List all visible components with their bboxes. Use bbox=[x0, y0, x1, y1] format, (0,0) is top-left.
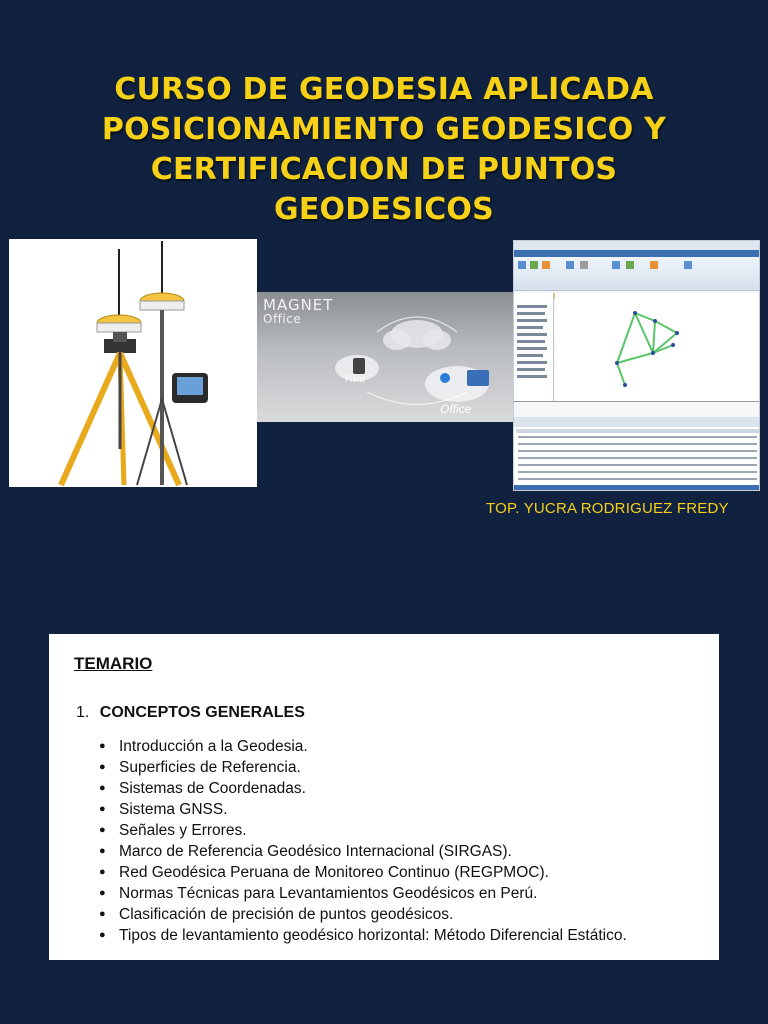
list-item-text: Sistemas de Coordenadas. bbox=[119, 780, 306, 797]
list-item bbox=[99, 757, 627, 778]
list-item-text: Sistema GNSS. bbox=[119, 801, 228, 818]
bullet-icon: ● bbox=[99, 761, 106, 773]
section-number: 1. bbox=[76, 704, 90, 721]
list-item-text: Introducción a la Geodesia. bbox=[119, 738, 308, 755]
course-title bbox=[20, 70, 748, 230]
cloud-sync-illustration bbox=[257, 292, 513, 422]
title-line: CURSO DE GEODESIA APLICADA bbox=[114, 72, 654, 107]
software-points-table bbox=[514, 427, 759, 485]
title-line: CERTIFICACION DE PUNTOS bbox=[150, 152, 618, 187]
software-menubar bbox=[514, 250, 759, 257]
list-item bbox=[99, 736, 627, 757]
software-map-view bbox=[555, 293, 760, 413]
table-rows bbox=[514, 427, 760, 485]
list-item bbox=[99, 841, 627, 862]
gnss-tripod-illustration bbox=[9, 239, 257, 487]
software-tree-panel bbox=[514, 293, 554, 413]
bullet-icon: ● bbox=[99, 740, 106, 752]
magnet-logo-text: MAGNET bbox=[263, 296, 334, 314]
magnet-office-label: Office bbox=[440, 402, 472, 416]
magnet-software-screenshot bbox=[513, 240, 760, 491]
list-item-text: Marco de Referencia Geodésico Internacional (SIRGAS). bbox=[119, 843, 512, 860]
software-statusbar bbox=[514, 485, 759, 491]
list-item-text: Normas Técnicas para Levantamientos Geodésicos en Perú. bbox=[119, 885, 538, 902]
section-label: CONCEPTOS GENERALES bbox=[99, 704, 305, 721]
author-name: TOP. YUCRA RODRIGUEZ FREDY bbox=[486, 500, 729, 517]
temario-heading: TEMARIO bbox=[74, 654, 153, 673]
bullet-icon: ● bbox=[99, 908, 106, 920]
bullet-icon: ● bbox=[99, 887, 106, 899]
list-item bbox=[99, 904, 627, 925]
list-item bbox=[99, 799, 627, 820]
list-item bbox=[99, 883, 627, 904]
list-item bbox=[99, 862, 627, 883]
list-item-text: Señales y Errores. bbox=[119, 822, 247, 839]
bullet-icon: ● bbox=[99, 782, 106, 794]
bullet-icon: ● bbox=[99, 929, 106, 941]
list-item bbox=[99, 778, 627, 799]
gnss-network-diagram bbox=[555, 293, 760, 403]
magnet-logo-sub: Office bbox=[263, 312, 302, 326]
gnss-receiver-image bbox=[9, 239, 257, 487]
ribbon-icons bbox=[514, 257, 760, 291]
software-bottom-tabs bbox=[514, 417, 759, 427]
software-ruler bbox=[514, 401, 759, 413]
magnet-office-image bbox=[257, 292, 513, 422]
temario-panel bbox=[49, 634, 719, 960]
list-item-text: Tipos de levantamiento geodésico horizontal: Método Diferencial Estático. bbox=[119, 927, 627, 944]
topics-list bbox=[99, 736, 627, 946]
bullet-icon: ● bbox=[99, 845, 106, 857]
magnet-field-label: Field bbox=[345, 374, 365, 384]
bullet-icon: ● bbox=[99, 866, 106, 878]
list-item-text: Superficies de Referencia. bbox=[119, 759, 301, 776]
tree-lines bbox=[514, 301, 554, 411]
list-item bbox=[99, 925, 627, 946]
title-line: POSICIONAMIENTO GEODESICO Y bbox=[101, 112, 667, 147]
section-title bbox=[76, 704, 305, 722]
bullet-icon: ● bbox=[99, 803, 106, 815]
software-ribbon bbox=[514, 257, 759, 291]
list-item-text: Red Geodésica Peruana de Monitoreo Continuo (REGPMOC). bbox=[119, 864, 549, 881]
list-item-text: Clasificación de precisión de puntos geodésicos. bbox=[119, 906, 454, 923]
title-line: GEODESICOS bbox=[274, 192, 494, 227]
list-item bbox=[99, 820, 627, 841]
software-titlebar bbox=[514, 241, 759, 250]
bullet-icon: ● bbox=[99, 824, 106, 836]
